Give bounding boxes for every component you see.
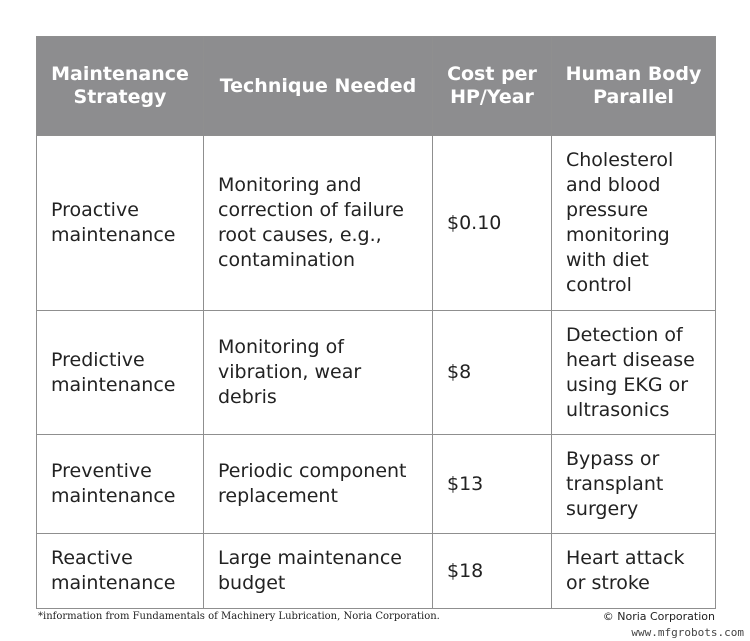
maintenance-strategy-table (36, 36, 716, 609)
technique-cell: Monitoring and correction of failure root causes, e.g., contamination (204, 136, 433, 311)
technique-cell: Large maintenance budget (204, 534, 433, 609)
watermark-url: www.mfgrobots.com (631, 626, 744, 639)
header-human-body-parallel: Human Body Parallel (552, 37, 716, 136)
copyright-notice: © Noria Corporation (602, 610, 715, 623)
header-cost-per-hp-year: Cost per HP/Year (433, 37, 552, 136)
cost-cell: $0.10 (433, 136, 552, 311)
technique-cell: Periodic component replacement (204, 435, 433, 534)
strategy-cell: Predictive maintenance (37, 311, 204, 435)
human-parallel-cell: Heart attack or stroke (552, 534, 716, 609)
table-row (37, 311, 716, 435)
header-maintenance-strategy: Maintenance Strategy (37, 37, 204, 136)
strategy-cell: Reactive maintenance (37, 534, 204, 609)
cost-cell: $18 (433, 534, 552, 609)
table-row (37, 435, 716, 534)
table-row (37, 136, 716, 311)
header-row (37, 37, 716, 136)
cost-cell: $8 (433, 311, 552, 435)
strategy-cell: Preventive maintenance (37, 435, 204, 534)
human-parallel-cell: Detection of heart disease using EKG or ultrasonics (552, 311, 716, 435)
technique-cell: Monitoring of vibration, wear debris (204, 311, 433, 435)
source-footnote: *information from Fundamentals of Machinery Lubrication, Noria Corporation. (38, 611, 440, 622)
human-parallel-cell: Cholesterol and blood pressure monitoring with diet control (552, 136, 716, 311)
cost-cell: $13 (433, 435, 552, 534)
human-parallel-cell: Bypass or transplant surgery (552, 435, 716, 534)
table-row (37, 534, 716, 609)
header-technique-needed: Technique Needed (204, 37, 433, 136)
strategy-cell: Proactive maintenance (37, 136, 204, 311)
